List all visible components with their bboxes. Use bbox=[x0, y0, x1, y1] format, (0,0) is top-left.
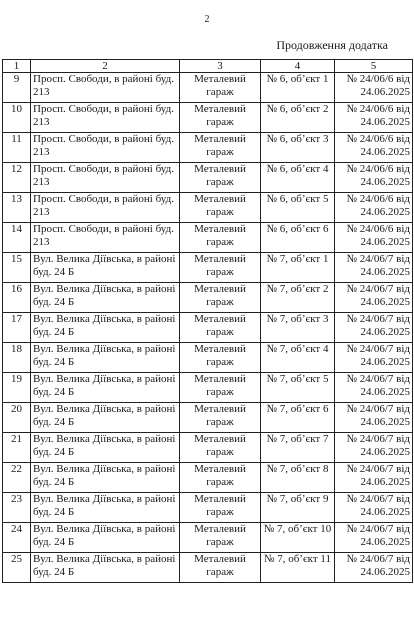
row-number-cell: 16 bbox=[3, 283, 31, 313]
object-number-cell: № 6, об’єкт 4 bbox=[261, 163, 335, 193]
object-type-cell: Металевий гараж bbox=[180, 193, 261, 223]
object-type-cell: Металевий гараж bbox=[180, 103, 261, 133]
address-cell: Просп. Свободи, в районі буд. 213 bbox=[31, 133, 180, 163]
address-cell: Просп. Свободи, в районі буд. 213 bbox=[31, 163, 180, 193]
table-row bbox=[3, 283, 413, 313]
object-type-cell: Металевий гараж bbox=[180, 133, 261, 163]
continuation-label: Продовження додатка bbox=[276, 38, 388, 52]
object-number-cell: № 7, об’єкт 4 bbox=[261, 343, 335, 373]
decision-cell: № 24/06/7 від 24.06.2025 bbox=[335, 403, 413, 433]
object-type-cell: Металевий гараж bbox=[180, 163, 261, 193]
decision-cell: № 24/06/7 від 24.06.2025 bbox=[335, 433, 413, 463]
address-cell: Вул. Велика Діївська, в районі буд. 24 Б bbox=[31, 373, 180, 403]
decision-cell: № 24/06/7 від 24.06.2025 bbox=[335, 553, 413, 583]
row-number-cell: 19 bbox=[3, 373, 31, 403]
address-cell: Вул. Велика Діївська, в районі буд. 24 Б bbox=[31, 463, 180, 493]
address-cell: Вул. Велика Діївська, в районі буд. 24 Б bbox=[31, 433, 180, 463]
decision-cell: № 24/06/6 від 24.06.2025 bbox=[335, 193, 413, 223]
row-number-cell: 10 bbox=[3, 103, 31, 133]
table-row bbox=[3, 73, 413, 103]
decision-cell: № 24/06/7 від 24.06.2025 bbox=[335, 523, 413, 553]
address-cell: Вул. Велика Діївська, в районі буд. 24 Б bbox=[31, 403, 180, 433]
object-type-cell: Металевий гараж bbox=[180, 403, 261, 433]
object-type-cell: Металевий гараж bbox=[180, 343, 261, 373]
object-number-cell: № 7, об’єкт 3 bbox=[261, 313, 335, 343]
address-cell: Вул. Велика Діївська, в районі буд. 24 Б bbox=[31, 343, 180, 373]
table-row bbox=[3, 163, 413, 193]
table-row bbox=[3, 343, 413, 373]
object-type-cell: Металевий гараж bbox=[180, 523, 261, 553]
table-row bbox=[3, 133, 413, 163]
row-number-cell: 21 bbox=[3, 433, 31, 463]
row-number-cell: 18 bbox=[3, 343, 31, 373]
column-header: 4 bbox=[261, 60, 335, 73]
table-row bbox=[3, 463, 413, 493]
table-row bbox=[3, 313, 413, 343]
column-header: 5 bbox=[335, 60, 413, 73]
column-header: 1 bbox=[3, 60, 31, 73]
decision-cell: № 24/06/7 від 24.06.2025 bbox=[335, 343, 413, 373]
object-type-cell: Металевий гараж bbox=[180, 223, 261, 253]
decision-cell: № 24/06/7 від 24.06.2025 bbox=[335, 253, 413, 283]
row-number-cell: 25 bbox=[3, 553, 31, 583]
address-cell: Просп. Свободи, в районі буд. 213 bbox=[31, 223, 180, 253]
object-number-cell: № 7, об’єкт 7 bbox=[261, 433, 335, 463]
address-cell: Вул. Велика Діївська, в районі буд. 24 Б bbox=[31, 553, 180, 583]
decision-cell: № 24/06/6 від 24.06.2025 bbox=[335, 73, 413, 103]
object-type-cell: Металевий гараж bbox=[180, 553, 261, 583]
object-number-cell: № 7, об’єкт 6 bbox=[261, 403, 335, 433]
column-header: 2 bbox=[31, 60, 180, 73]
decision-cell: № 24/06/7 від 24.06.2025 bbox=[335, 493, 413, 523]
row-number-cell: 9 bbox=[3, 73, 31, 103]
address-cell: Вул. Велика Діївська, в районі буд. 24 Б bbox=[31, 283, 180, 313]
decision-cell: № 24/06/6 від 24.06.2025 bbox=[335, 163, 413, 193]
table-row bbox=[3, 223, 413, 253]
decision-cell: № 24/06/7 від 24.06.2025 bbox=[335, 313, 413, 343]
decision-cell: № 24/06/6 від 24.06.2025 bbox=[335, 103, 413, 133]
row-number-cell: 22 bbox=[3, 463, 31, 493]
object-number-cell: № 6, об’єкт 1 bbox=[261, 73, 335, 103]
table-row bbox=[3, 433, 413, 463]
column-header: 3 bbox=[180, 60, 261, 73]
row-number-cell: 13 bbox=[3, 193, 31, 223]
table-row bbox=[3, 103, 413, 133]
object-type-cell: Металевий гараж bbox=[180, 493, 261, 523]
table-body bbox=[3, 73, 413, 583]
decision-cell: № 24/06/6 від 24.06.2025 bbox=[335, 133, 413, 163]
object-number-cell: № 7, об’єкт 1 bbox=[261, 253, 335, 283]
table-row bbox=[3, 403, 413, 433]
object-number-cell: № 7, об’єкт 11 bbox=[261, 553, 335, 583]
row-number-cell: 12 bbox=[3, 163, 31, 193]
object-number-cell: № 7, об’єкт 8 bbox=[261, 463, 335, 493]
table-row bbox=[3, 493, 413, 523]
address-cell: Просп. Свободи, в районі буд. 213 bbox=[31, 73, 180, 103]
address-cell: Вул. Велика Діївська, в районі буд. 24 Б bbox=[31, 523, 180, 553]
object-number-cell: № 6, об’єкт 2 bbox=[261, 103, 335, 133]
row-number-cell: 11 bbox=[3, 133, 31, 163]
object-number-cell: № 7, об’єкт 10 bbox=[261, 523, 335, 553]
row-number-cell: 17 bbox=[3, 313, 31, 343]
object-number-cell: № 7, об’єкт 9 bbox=[261, 493, 335, 523]
object-type-cell: Металевий гараж bbox=[180, 433, 261, 463]
object-type-cell: Металевий гараж bbox=[180, 463, 261, 493]
table-row bbox=[3, 253, 413, 283]
address-cell: Просп. Свободи, в районі буд. 213 bbox=[31, 103, 180, 133]
table-row bbox=[3, 553, 413, 583]
decision-cell: № 24/06/7 від 24.06.2025 bbox=[335, 283, 413, 313]
address-cell: Вул. Велика Діївська, в районі буд. 24 Б bbox=[31, 253, 180, 283]
object-type-cell: Металевий гараж bbox=[180, 313, 261, 343]
object-number-cell: № 7, об’єкт 2 bbox=[261, 283, 335, 313]
row-number-cell: 14 bbox=[3, 223, 31, 253]
decision-cell: № 24/06/7 від 24.06.2025 bbox=[335, 373, 413, 403]
decision-cell: № 24/06/7 від 24.06.2025 bbox=[335, 463, 413, 493]
object-number-cell: № 6, об’єкт 5 bbox=[261, 193, 335, 223]
decision-cell: № 24/06/6 від 24.06.2025 bbox=[335, 223, 413, 253]
table-row bbox=[3, 523, 413, 553]
row-number-cell: 15 bbox=[3, 253, 31, 283]
address-cell: Вул. Велика Діївська, в районі буд. 24 Б bbox=[31, 313, 180, 343]
address-cell: Просп. Свободи, в районі буд. 213 bbox=[31, 193, 180, 223]
object-type-cell: Металевий гараж bbox=[180, 253, 261, 283]
object-number-cell: № 7, об’єкт 5 bbox=[261, 373, 335, 403]
table-header-row bbox=[3, 60, 413, 73]
row-number-cell: 20 bbox=[3, 403, 31, 433]
address-cell: Вул. Велика Діївська, в районі буд. 24 Б bbox=[31, 493, 180, 523]
object-type-cell: Металевий гараж bbox=[180, 373, 261, 403]
object-type-cell: Металевий гараж bbox=[180, 73, 261, 103]
row-number-cell: 24 bbox=[3, 523, 31, 553]
object-number-cell: № 6, об’єкт 3 bbox=[261, 133, 335, 163]
page-number: 2 bbox=[204, 14, 210, 25]
object-type-cell: Металевий гараж bbox=[180, 283, 261, 313]
object-number-cell: № 6, об’єкт 6 bbox=[261, 223, 335, 253]
table-row bbox=[3, 193, 413, 223]
annex-table bbox=[2, 59, 413, 583]
row-number-cell: 23 bbox=[3, 493, 31, 523]
table-row bbox=[3, 373, 413, 403]
